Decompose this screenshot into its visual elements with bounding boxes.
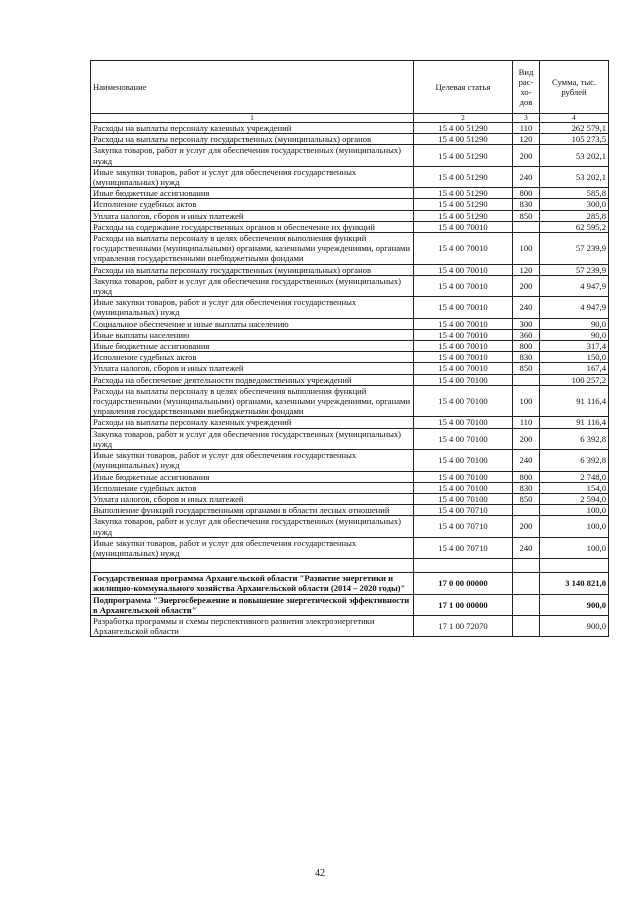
row-name-cell: Исполнение судебных актов [91, 352, 414, 363]
row-sum-cell: 4 947,9 [540, 275, 609, 296]
row-kind-cell: 830 [513, 199, 540, 210]
row-code-cell: 15 4 00 70710 [414, 537, 513, 558]
row-code-cell: 15 4 00 70100 [414, 471, 513, 482]
table-row [91, 615, 609, 636]
row-sum-cell: 900,0 [540, 594, 609, 615]
row-name-cell: Расходы на выплаты персоналу государственных (муниципальных) органов [91, 134, 414, 145]
row-kind-cell: 200 [513, 145, 540, 166]
row-code-cell: 15 4 00 70710 [414, 505, 513, 516]
column-number-row [91, 114, 609, 123]
table-row [91, 210, 609, 221]
row-sum-cell: 53 202,1 [540, 145, 609, 166]
row-sum-cell: 167,4 [540, 363, 609, 374]
row-name-cell: Закупка товаров, работ и услуг для обеспечения государственных (муниципальных) нужд [91, 516, 414, 537]
row-kind-cell [513, 573, 540, 594]
row-code-cell: 17 1 00 00000 [414, 594, 513, 615]
table-header-row [91, 61, 609, 114]
table-row [91, 297, 609, 318]
row-name-cell: Закупка товаров, работ и услуг для обеспечения государственных (муниципальных) нужд [91, 145, 414, 166]
row-name-cell: Иные закупки товаров, работ и услуг для обеспечения государственных (муниципальных) нужд [91, 166, 414, 187]
row-name-cell: Иные закупки товаров, работ и услуг для обеспечения государственных (муниципальных) нужд [91, 297, 414, 318]
table-row [91, 318, 609, 329]
row-code-cell: 15 4 00 51290 [414, 145, 513, 166]
row-name-cell: Выполнение функций государственными органами в области лесных отношений [91, 505, 414, 516]
row-name-cell: Иные закупки товаров, работ и услуг для обеспечения государственных (муниципальных) нужд [91, 450, 414, 471]
table-row [91, 537, 609, 558]
row-code-cell: 15 4 00 70710 [414, 516, 513, 537]
row-code-cell: 15 4 00 51290 [414, 210, 513, 221]
row-kind-cell: 200 [513, 275, 540, 296]
row-sum-cell: 262 579,1 [540, 123, 609, 134]
table-row [91, 221, 609, 232]
column-number: 4 [540, 114, 609, 123]
row-sum-cell: 4 947,9 [540, 297, 609, 318]
row-kind-cell: 800 [513, 341, 540, 352]
row-name-cell: Иные закупки товаров, работ и услуг для обеспечения государственных (муниципальных) нужд [91, 537, 414, 558]
row-kind-cell: 800 [513, 471, 540, 482]
row-code-cell: 17 0 00 00000 [414, 573, 513, 594]
row-sum-cell: 100 257,2 [540, 374, 609, 385]
row-kind-cell: 850 [513, 493, 540, 504]
row-name-cell: Расходы на выплаты персоналу в целях обеспечения выполнения функций государственными (муниципальными) органами, казенными учреждениями, органами управления государственными внебюджетными фондами [91, 385, 414, 417]
table-row [91, 145, 609, 166]
row-sum-cell: 105 273,5 [540, 134, 609, 145]
row-sum-cell: 90,0 [540, 318, 609, 329]
table-row [91, 329, 609, 340]
table-row [91, 417, 609, 428]
row-kind-cell: 110 [513, 417, 540, 428]
table-row [91, 374, 609, 385]
row-code-cell: 15 4 00 70010 [414, 363, 513, 374]
table-row [91, 341, 609, 352]
table-row [91, 188, 609, 199]
row-sum-cell: 91 116,4 [540, 385, 609, 417]
table-row [91, 516, 609, 537]
table-row [91, 363, 609, 374]
table-row [91, 450, 609, 471]
row-kind-cell: 850 [513, 210, 540, 221]
row-sum-cell: 90,0 [540, 329, 609, 340]
row-kind-cell: 300 [513, 318, 540, 329]
row-code-cell: 15 4 00 70010 [414, 297, 513, 318]
row-sum-cell: 154,0 [540, 482, 609, 493]
row-name-cell: Закупка товаров, работ и услуг для обеспечения государственных (муниципальных) нужд [91, 428, 414, 449]
empty-cell [414, 559, 513, 573]
row-sum-cell: 6 392,8 [540, 428, 609, 449]
row-code-cell: 15 4 00 70010 [414, 341, 513, 352]
table-row [91, 573, 609, 594]
row-name-cell: Уплата налогов, сборов и иных платежей [91, 210, 414, 221]
table-row [91, 233, 609, 265]
row-name-cell: Государственная программа Архангельской области "Развитие энергетики и жилищно-коммунального хозяйства Архангельской области (2014 – 2020 годы)" [91, 573, 414, 594]
row-name-cell: Социальное обеспечение и иные выплаты населению [91, 318, 414, 329]
row-name-cell: Уплата налогов, сборов и иных платежей [91, 493, 414, 504]
row-sum-cell: 317,4 [540, 341, 609, 352]
row-name-cell: Иные выплаты населению [91, 329, 414, 340]
row-kind-cell: 240 [513, 297, 540, 318]
row-code-cell: 15 4 00 70100 [414, 385, 513, 417]
row-kind-cell [513, 374, 540, 385]
row-kind-cell: 850 [513, 363, 540, 374]
row-name-cell: Расходы на обеспечение деятельности подведомственных учреждений [91, 374, 414, 385]
row-name-cell: Иные бюджетные ассигнования [91, 471, 414, 482]
row-sum-cell: 57 239,9 [540, 264, 609, 275]
row-kind-cell: 120 [513, 134, 540, 145]
row-kind-cell: 800 [513, 188, 540, 199]
row-code-cell: 15 4 00 70010 [414, 318, 513, 329]
header-name: Наименование [91, 61, 414, 114]
row-sum-cell: 2 748,0 [540, 471, 609, 482]
row-code-cell: 15 4 00 51290 [414, 199, 513, 210]
row-code-cell: 15 4 00 70100 [414, 482, 513, 493]
row-kind-cell: 200 [513, 516, 540, 537]
row-code-cell: 15 4 00 70010 [414, 221, 513, 232]
row-code-cell: 15 4 00 70010 [414, 329, 513, 340]
row-name-cell: Расходы на выплаты персоналу казенных учреждений [91, 123, 414, 134]
row-code-cell: 15 4 00 70010 [414, 233, 513, 265]
row-name-cell: Исполнение судебных актов [91, 199, 414, 210]
row-code-cell: 15 4 00 70010 [414, 275, 513, 296]
row-kind-cell: 360 [513, 329, 540, 340]
row-code-cell: 15 4 00 70100 [414, 417, 513, 428]
header-sum: Сумма, тыс. рублей [540, 61, 609, 114]
row-code-cell: 15 4 00 70100 [414, 450, 513, 471]
row-kind-cell [513, 505, 540, 516]
row-name-cell: Исполнение судебных актов [91, 482, 414, 493]
row-sum-cell: 3 140 821,0 [540, 573, 609, 594]
row-sum-cell: 6 392,8 [540, 450, 609, 471]
row-kind-cell: 240 [513, 450, 540, 471]
row-code-cell: 15 4 00 70010 [414, 352, 513, 363]
row-sum-cell: 100,0 [540, 516, 609, 537]
row-kind-cell: 100 [513, 385, 540, 417]
row-kind-cell: 830 [513, 482, 540, 493]
row-code-cell: 15 4 00 70100 [414, 428, 513, 449]
table-row [91, 199, 609, 210]
row-sum-cell: 91 116,4 [540, 417, 609, 428]
row-sum-cell: 100,0 [540, 537, 609, 558]
row-sum-cell: 300,0 [540, 199, 609, 210]
row-kind-cell [513, 221, 540, 232]
row-sum-cell: 285,8 [540, 210, 609, 221]
table-row [91, 275, 609, 296]
row-code-cell: 15 4 00 70100 [414, 374, 513, 385]
row-code-cell: 15 4 00 70010 [414, 264, 513, 275]
table-row [91, 166, 609, 187]
row-name-cell: Иные бюджетные ассигнования [91, 341, 414, 352]
empty-cell [513, 559, 540, 573]
row-kind-cell: 120 [513, 264, 540, 275]
table-row [91, 134, 609, 145]
budget-table-sheet [90, 60, 606, 637]
row-code-cell: 15 4 00 51290 [414, 188, 513, 199]
row-name-cell: Закупка товаров, работ и услуг для обеспечения государственных (муниципальных) нужд [91, 275, 414, 296]
header-target-article: Целевая статья [414, 61, 513, 114]
row-code-cell: 17 1 00 72070 [414, 615, 513, 636]
row-code-cell: 15 4 00 51290 [414, 166, 513, 187]
row-kind-cell: 200 [513, 428, 540, 449]
column-number: 2 [414, 114, 513, 123]
row-sum-cell: 62 595,2 [540, 221, 609, 232]
column-number: 3 [513, 114, 540, 123]
row-kind-cell [513, 615, 540, 636]
row-sum-cell: 150,0 [540, 352, 609, 363]
table-row [91, 482, 609, 493]
table-row [91, 385, 609, 417]
row-kind-cell: 830 [513, 352, 540, 363]
row-sum-cell: 585,8 [540, 188, 609, 199]
row-name-cell: Подпрограмма "Энергосбережение и повышение энергетической эффективности в Архангельской области" [91, 594, 414, 615]
row-kind-cell: 240 [513, 166, 540, 187]
budget-table [90, 60, 609, 637]
page-number: 42 [315, 868, 325, 879]
row-name-cell: Иные бюджетные ассигнования [91, 188, 414, 199]
row-sum-cell: 53 202,1 [540, 166, 609, 187]
table-row [91, 428, 609, 449]
header-expense-kind: Вид рас- хо- дов [513, 61, 540, 114]
row-kind-cell [513, 594, 540, 615]
row-name-cell: Уплата налогов, сборов и иных платежей [91, 363, 414, 374]
row-kind-cell: 110 [513, 123, 540, 134]
row-sum-cell: 57 239,9 [540, 233, 609, 265]
column-number: 1 [91, 114, 414, 123]
row-code-cell: 15 4 00 51290 [414, 123, 513, 134]
row-kind-cell: 240 [513, 537, 540, 558]
table-body [91, 123, 609, 637]
empty-cell [91, 559, 414, 573]
table-row [91, 505, 609, 516]
row-kind-cell: 100 [513, 233, 540, 265]
row-name-cell: Расходы на содержание государственных органов и обеспечение их функций [91, 221, 414, 232]
table-row [91, 352, 609, 363]
table-row [91, 123, 609, 134]
row-name-cell: Расходы на выплаты персоналу казенных учреждений [91, 417, 414, 428]
empty-separator-row [91, 559, 609, 573]
row-sum-cell: 2 594,0 [540, 493, 609, 504]
row-name-cell: Расходы на выплаты персоналу в целях обеспечения выполнения функций государственными (муниципальными) органами, казенными учреждениями, органами управления государственными внебюджетными фондами [91, 233, 414, 265]
row-name-cell: Расходы на выплаты персоналу государственных (муниципальных) органов [91, 264, 414, 275]
empty-cell [540, 559, 609, 573]
table-row [91, 264, 609, 275]
table-row [91, 594, 609, 615]
table-row [91, 471, 609, 482]
table-row [91, 493, 609, 504]
row-name-cell: Разработка программы и схемы перспективного развития электроэнергетики Архангельской области [91, 615, 414, 636]
row-code-cell: 15 4 00 70100 [414, 493, 513, 504]
row-code-cell: 15 4 00 51290 [414, 134, 513, 145]
row-sum-cell: 900,0 [540, 615, 609, 636]
row-sum-cell: 100,0 [540, 505, 609, 516]
